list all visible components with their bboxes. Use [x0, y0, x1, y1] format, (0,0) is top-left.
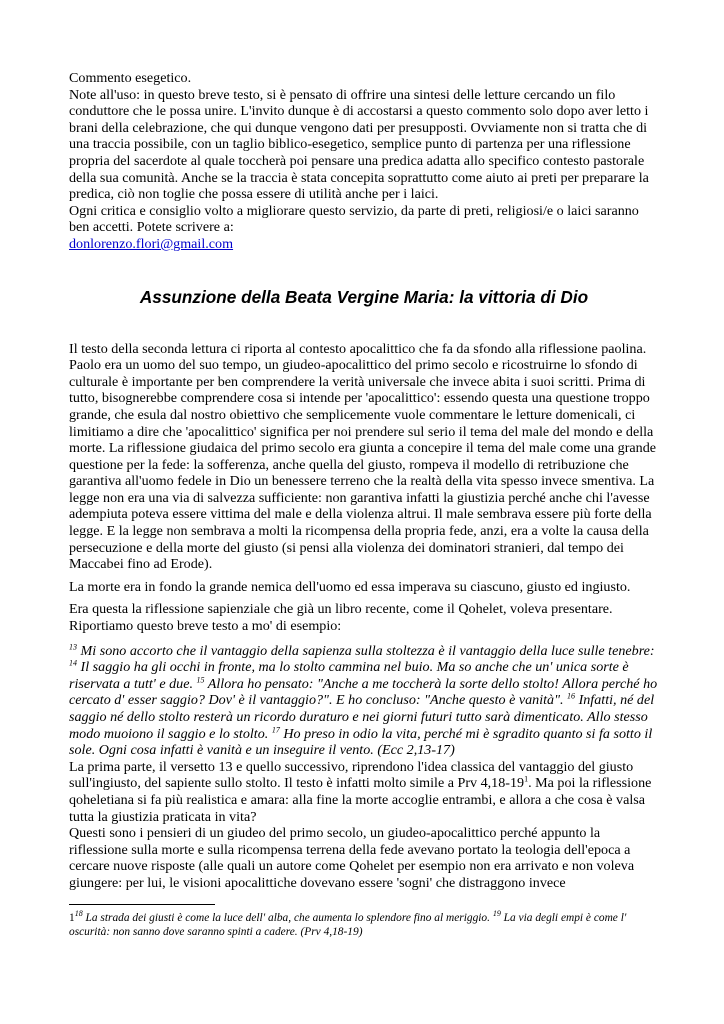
verse-number: 16: [567, 691, 576, 701]
paragraph-apocalyptic-context: Il testo della seconda lettura ci riporta al contesto apocalittico che fa da sfondo alla riflessione paolina. Paolo era un uomo del suo tempo, un giudeo-apocalittico del primo secolo e ricostruirne lo sfondo di culturale è importante per ben comprendere la verità universale che invece abita i suoi scritti. Prima di tutto, bisognerebbe comprendere cosa si intende per 'apocalittico': essendo questa una questione troppo grande, che esula dal nostro obiettivo che semplicemente vuole commentare le letture domenicali, ci limitiamo a dire che 'apocalittico' significa per noi prendere sul serio il tema del male del mondo e della morte. La riflessione giudaica del primo secolo era giunta a concepire il tema del male come una grande questione per la fede: la sofferenza, anche quella del giusto, rompeva il modello di retribuzione che garantiva all'uomo fedele in Dio un benessere terreno che la realtà della vita spesso invece smentiva. La legge non era una via di salvezza sufficiente: non garantiva infatti la giustizia perché anche chi l'avesse adempiuta poteva essere vittima del male e della violenza altrui. Il male sembrava essere più forte della legge. E la legge non sembrava a molti la ricompensa della propria fede, anzi, era a volte la causa della persecuzione e della morte del giusto (si pensi alla violenza dei dominatori stranieri, dal tempo dei Maccabei fino ad Erode).: [69, 340, 656, 573]
usage-note: Note all'uso: in questo breve testo, si è pensato di offrire una sintesi delle letture cercando un filo conduttore che le possa unire. L'invito dunque è di accostarsi a questo commento solo dopo aver letto i brani della celebrazione, che qui dunque vengono dati per presupposti. Ovviamente non si tratta che di una traccia possibile, con un taglio biblico-esegetico, semplice punto di partenza per una riflessione propria del sacerdote al quale toccherà poi pensare una predica adatta allo specifico contesto pastorale della sua comunità. Anche se la traccia è stata concepita soprattutto come aiuto ai preti per preparare la predica, ciò non toglie che possa essere di utilità anche per i laici.: [69, 86, 649, 203]
page-title: Assunzione della Beata Vergine Maria: la vittoria di Dio: [139, 286, 589, 307]
verse-number: 14: [69, 658, 77, 668]
feedback-note: Ogni critica e consiglio volto a migliorare questo servizio, da parte di preti, religiosi/e o laici saranno ben accetti. Potete scrivere a:: [69, 202, 639, 236]
verse-text: Allora ho pensato: "Anche a me toccherà la sorte dello stolto! Allora perché ho cercato d' esser saggio? Dov' è il vantaggio?". E ho concluso: "Anche questo è vanità".: [69, 675, 658, 709]
verse-number: 19: [492, 908, 501, 918]
verse-number: 15: [196, 675, 205, 685]
intro-section: [69, 70, 659, 253]
verse-text: Infatti, né del saggio né dello stolto resterà un ricordo duraturo e nei giorni futuri tutto sarà dimenticato. Allo stesso modo muoiono il saggio e lo stolto.: [69, 692, 655, 742]
qohelet-quote: [69, 643, 659, 759]
verse-text: Mi sono accorto che il vantaggio della sapienza sulla stoltezza è il vantaggio della luce sulle tenebre:: [77, 642, 655, 659]
footnote-number: 1: [69, 911, 75, 924]
paragraph-first-century-thoughts: Questi sono i pensieri di un giudeo del primo secolo, un giudeo-apocalittico perché appunto la riflessione sulla morte e sulla ricompensa terrena della fede avevano portato la teologia dell'epoca a cercare nuove risposte (alle quali un autore come Qohelet per esempio non era arrivato e non voleva giungere: per lui, le visioni apocalittiche dovevano essere 'sogni' che distraggono invece: [69, 825, 635, 891]
verse-number: 17: [271, 724, 280, 734]
footnote-text: La via degli empi è come l' oscurità: non sanno dove saranno spinti a cadere. (Prv 4,18-19): [69, 911, 627, 939]
verse-text: Il saggio ha gli occhi in fronte, ma lo stolto cammina nel buio. Ma so anche che un' unica sorte è riservata a tutt' e due.: [69, 659, 629, 692]
document-page: [69, 70, 659, 940]
paragraph-first-part: [69, 759, 659, 825]
paragraph-death: La morte era in fondo la grande nemica dell'uomo ed essa imperava su ciascuno, giusto ed ingiusto.: [69, 578, 631, 595]
paragraph-text: . Ma poi la riflessione qoheletiana si fa più realistica e amara: alla fine la morte accoglie entrambi, e allora a che cosa è valsa tutta la giustizia praticata in vita?: [69, 775, 652, 825]
verse-text: Ho preso in odio la vita, perché mi è sgradito quanto si fa sotto il sole. Ogni cosa infatti è vanità e un inseguire il vento. (Ecc 2,13-17): [69, 725, 653, 759]
email-link[interactable]: donlorenzo.flori@gmail.com: [69, 235, 234, 252]
intro-heading: Commento esegetico.: [69, 70, 192, 86]
footnote-reference[interactable]: 1: [524, 774, 529, 784]
verse-number: 18: [74, 908, 83, 918]
verse-number: 13: [69, 641, 77, 651]
footnote-divider: [69, 904, 215, 905]
footnote: [69, 908, 659, 940]
footnote-text: La strada dei giusti è come la luce dell' alba, che aumenta lo splendore fino al meriggio.: [82, 911, 493, 924]
paragraph-qohelet-intro: Era questa la riflessione sapienziale che già un libro recente, come il Qohelet, voleva presentare. Riportiamo questo breve testo a mo' di esempio:: [69, 601, 613, 635]
paragraph-text: La prima parte, il versetto 13 e quello successivo, riprendono l'idea classica del vantaggio del giusto sull'ingiusto, del sapiente sullo stolto. Il testo è infatti molto simile a Prv 4,18-19: [69, 758, 634, 792]
